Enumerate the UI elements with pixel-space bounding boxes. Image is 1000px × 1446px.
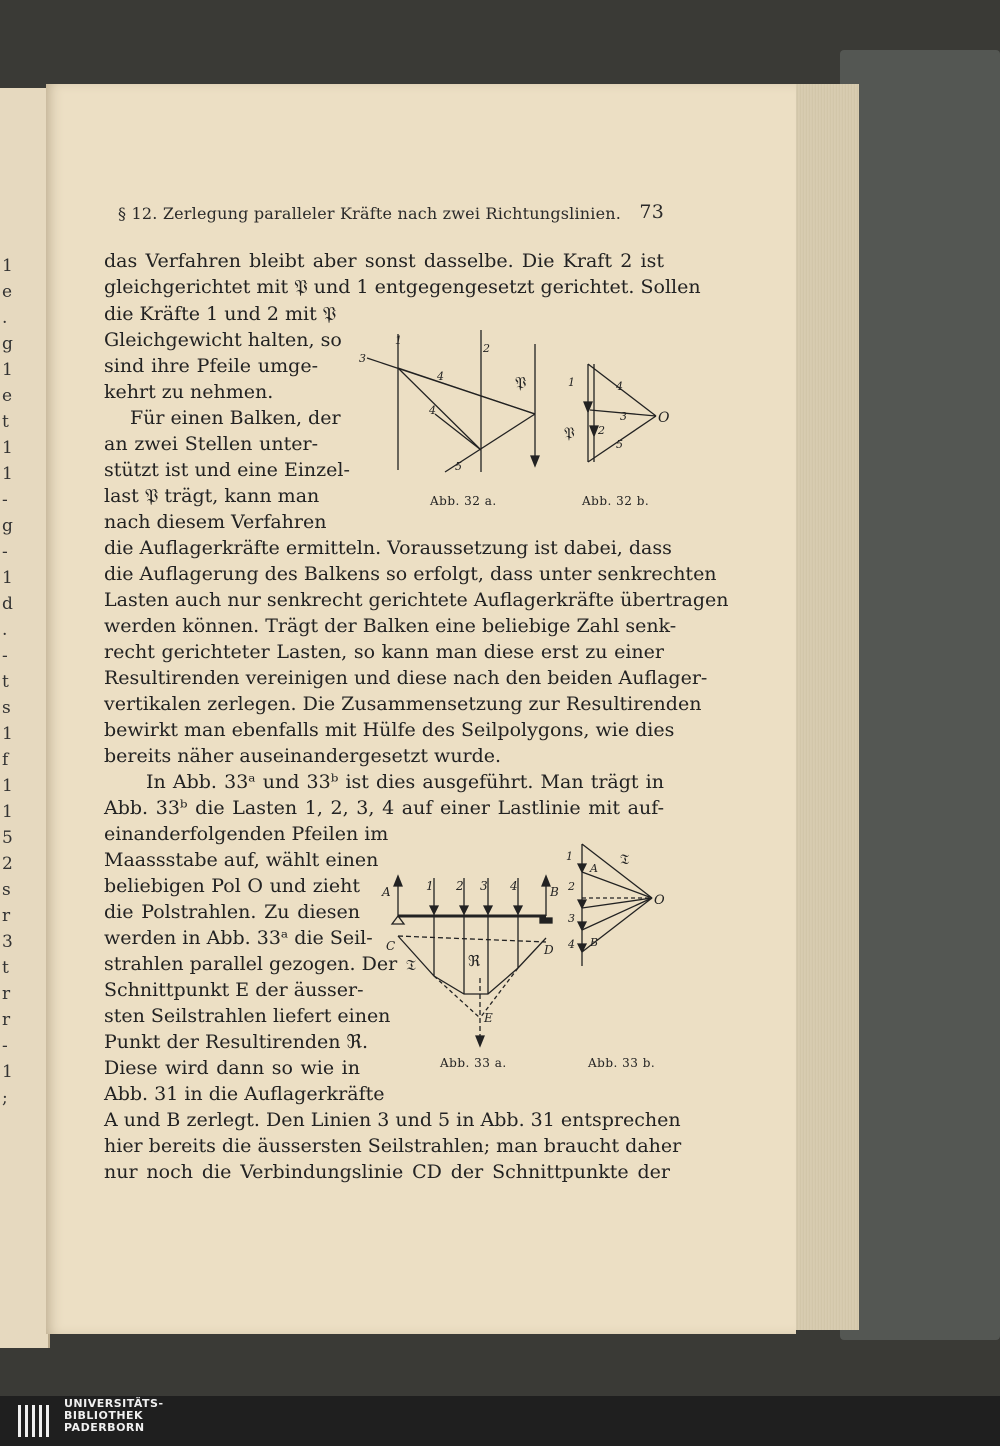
fig32a-label-4a: 4	[437, 370, 444, 383]
left-page-char: r	[2, 1010, 11, 1030]
fig33a-label-B: B	[550, 885, 559, 899]
fig33a-label-2: 2	[456, 879, 464, 893]
fig32b-label-1: 1	[568, 376, 575, 389]
text-line: gleichgerichtet mit 𝔓 und 1 entgegengesetzt gerichtet. Sollen	[104, 276, 701, 298]
fig32b-label-5: 5	[616, 438, 623, 451]
fig32a-label-2: 2	[483, 342, 490, 355]
fig33a-label-R: ℜ	[468, 952, 481, 970]
fig33b-label-4: 4	[568, 938, 575, 951]
figure-33b	[560, 836, 670, 976]
left-page-char: 1	[2, 802, 13, 822]
fig33a-label-D: D	[544, 943, 554, 957]
left-page-char: 3	[2, 932, 13, 952]
fig32a-label-P: 𝔓	[515, 373, 527, 392]
figure-32b	[560, 350, 670, 480]
text-line: nur noch die Verbindungslinie CD der Schnittpunkte der	[104, 1161, 670, 1183]
left-page-char: e	[2, 282, 13, 302]
left-page-char: 1	[2, 360, 13, 380]
left-page-fragment	[0, 88, 50, 1348]
fig33b-label-3: 3	[568, 912, 575, 925]
text-line: Schnittpunkt E der äusser-	[104, 979, 364, 1001]
left-page-char: t	[2, 958, 9, 978]
text-line: werden in Abb. 33ᵃ die Seil-	[104, 927, 373, 949]
left-page-char: 1	[2, 464, 13, 484]
text-line: die Kräfte 1 und 2 mit 𝔓	[104, 303, 337, 325]
left-page-char: g	[2, 334, 13, 354]
left-page-char: t	[2, 412, 9, 432]
text-line: sten Seilstrahlen liefert einen	[104, 1005, 391, 1027]
text-line: bereits näher auseinandergesetzt wurde.	[104, 745, 502, 767]
text-line: das Verfahren bleibt aber sonst dasselbe. Die Kraft 2 ist	[104, 250, 664, 272]
text-line: die Auflagerung des Balkens so erfolgt, dass unter senkrechten	[104, 563, 717, 585]
caption-32b: Abb. 32 b.	[582, 494, 650, 508]
fig33a-label-4: 4	[510, 879, 518, 893]
fig32a-label-4b: 4	[429, 404, 436, 417]
left-page-char: 1	[2, 568, 13, 588]
fig33b-label-2: 2	[568, 880, 575, 893]
text-line: In Abb. 33ᵃ und 33ᵇ ist dies ausgeführt. Man trägt in	[146, 771, 664, 793]
text-line: einanderfolgenden Pfeilen im	[104, 823, 389, 845]
fig33a-label-E: E	[484, 1011, 493, 1025]
left-page-char: f	[2, 750, 9, 770]
left-page-char: g	[2, 516, 13, 536]
text-line: werden können. Trägt der Balken eine beliebige Zahl senk-	[104, 615, 677, 637]
text-line: Abb. 33ᵇ die Lasten 1, 2, 3, 4 auf einer Lastlinie mit auf-	[104, 797, 664, 819]
text-line: die Auflagerkräfte ermitteln. Voraussetzung ist dabei, dass	[104, 537, 672, 559]
text-line: Diese wird dann so wie in	[104, 1057, 360, 1079]
text-line: sind ihre Pfeile umge-	[104, 355, 318, 377]
fig33a-label-A: A	[382, 885, 391, 899]
fig33b-label-1: 1	[566, 850, 573, 863]
left-page-char: -	[2, 542, 8, 562]
text-line: kehrt zu nehmen.	[104, 381, 274, 403]
text-line: Lasten auch nur senkrecht gerichtete Auflagerkräfte übertragen	[104, 589, 729, 611]
library-logo-icon	[14, 1397, 54, 1443]
left-page-char: 1	[2, 776, 13, 796]
fig32b-label-4: 4	[616, 380, 623, 393]
left-page-char: -	[2, 490, 8, 510]
running-title: § 12. Zerlegung paralleler Kräfte nach zwei Richtungslinien.	[118, 204, 622, 223]
text-line: Für einen Balken, der	[130, 407, 341, 429]
text-line: die Polstrahlen. Zu diesen	[104, 901, 360, 923]
left-page-char: t	[2, 672, 9, 692]
text-line: bewirkt man ebenfalls mit Hülfe des Seilpolygons, wie dies	[104, 719, 675, 741]
left-page-char: 1	[2, 1062, 13, 1082]
text-line: nach diesem Verfahren	[104, 511, 327, 533]
text-line: Abb. 31 in die Auflagerkräfte	[104, 1083, 385, 1105]
left-page-char: 1	[2, 438, 13, 458]
caption-33a: Abb. 33 a.	[440, 1056, 507, 1070]
left-page-char: e	[2, 386, 13, 406]
text-line: recht gerichteter Lasten, so kann man diese erst zu einer	[104, 641, 664, 663]
page-number: 73	[639, 201, 664, 223]
page-edges	[792, 84, 859, 1330]
fig33b-label-A: A	[590, 862, 598, 875]
logo-line: BIBLIOTHEK	[64, 1409, 144, 1422]
fig33a-label-C: C	[386, 939, 396, 953]
fig33a-label-3: 3	[480, 879, 488, 893]
logo-line: PADERBORN	[64, 1421, 145, 1434]
fig32b-label-3: 3	[620, 410, 627, 423]
text-line: last 𝔓 trägt, kann man	[104, 485, 320, 507]
library-logo-text	[64, 1398, 164, 1434]
left-page-char: -	[2, 1036, 8, 1056]
left-page-char: 2	[2, 854, 13, 874]
caption-33b: Abb. 33 b.	[588, 1056, 656, 1070]
left-page-char: .	[2, 308, 8, 328]
caption-32a: Abb. 32 a.	[430, 494, 497, 508]
text-line: Punkt der Resultirenden ℜ.	[104, 1031, 369, 1053]
text-line: strahlen parallel gezogen. Der	[104, 953, 398, 975]
fig32a-label-1: 1	[395, 334, 402, 347]
fig33b-label-T: 𝔗	[620, 852, 630, 868]
fig33a-label-T: 𝔗	[406, 956, 416, 974]
figure-32a	[345, 322, 555, 482]
left-page-char: -	[2, 646, 8, 666]
book-cover	[840, 50, 1000, 1340]
left-page-char: 1	[2, 724, 13, 744]
fig32b-label-2: 2	[598, 424, 605, 437]
logo-line: UNIVERSITÄTS-	[64, 1397, 164, 1410]
text-line: beliebigen Pol O und zieht	[104, 875, 360, 897]
left-page-char: 5	[2, 828, 13, 848]
fig32b-label-P: 𝔓	[564, 424, 575, 442]
fig33b-label-B: B	[590, 936, 599, 949]
fig32a-label-5: 5	[455, 460, 462, 473]
left-page-char: d	[2, 594, 13, 614]
left-page-char: r	[2, 984, 11, 1004]
left-page-char: s	[2, 880, 11, 900]
fig33a-label-1: 1	[426, 879, 434, 893]
figure-33a	[376, 858, 576, 1048]
text-line: an zwei Stellen unter-	[104, 433, 318, 455]
text-line: vertikalen zerlegen. Die Zusammensetzung zur Resultirenden	[104, 693, 702, 715]
left-page-char: .	[2, 620, 8, 640]
text-line: A und B zerlegt. Den Linien 3 und 5 in Abb. 31 entsprechen	[104, 1109, 681, 1131]
text-line: Maassstabe auf, wählt einen	[104, 849, 379, 871]
fig33b-label-O: O	[654, 893, 665, 908]
left-page-char: 1	[2, 256, 13, 276]
left-page-char: r	[2, 906, 11, 926]
text-line: Gleichgewicht halten, so	[104, 329, 342, 351]
fig32b-label-O: O	[658, 410, 670, 426]
text-line: Resultirenden vereinigen und diese nach den beiden Auflager-	[104, 667, 708, 689]
text-line: stützt ist und eine Einzel-	[104, 459, 350, 481]
running-header	[118, 201, 664, 223]
left-page-char: s	[2, 698, 11, 718]
fig32a-label-3: 3	[359, 352, 366, 365]
left-page-char: ;	[2, 1088, 8, 1108]
text-line: hier bereits die äussersten Seilstrahlen; man braucht daher	[104, 1135, 682, 1157]
